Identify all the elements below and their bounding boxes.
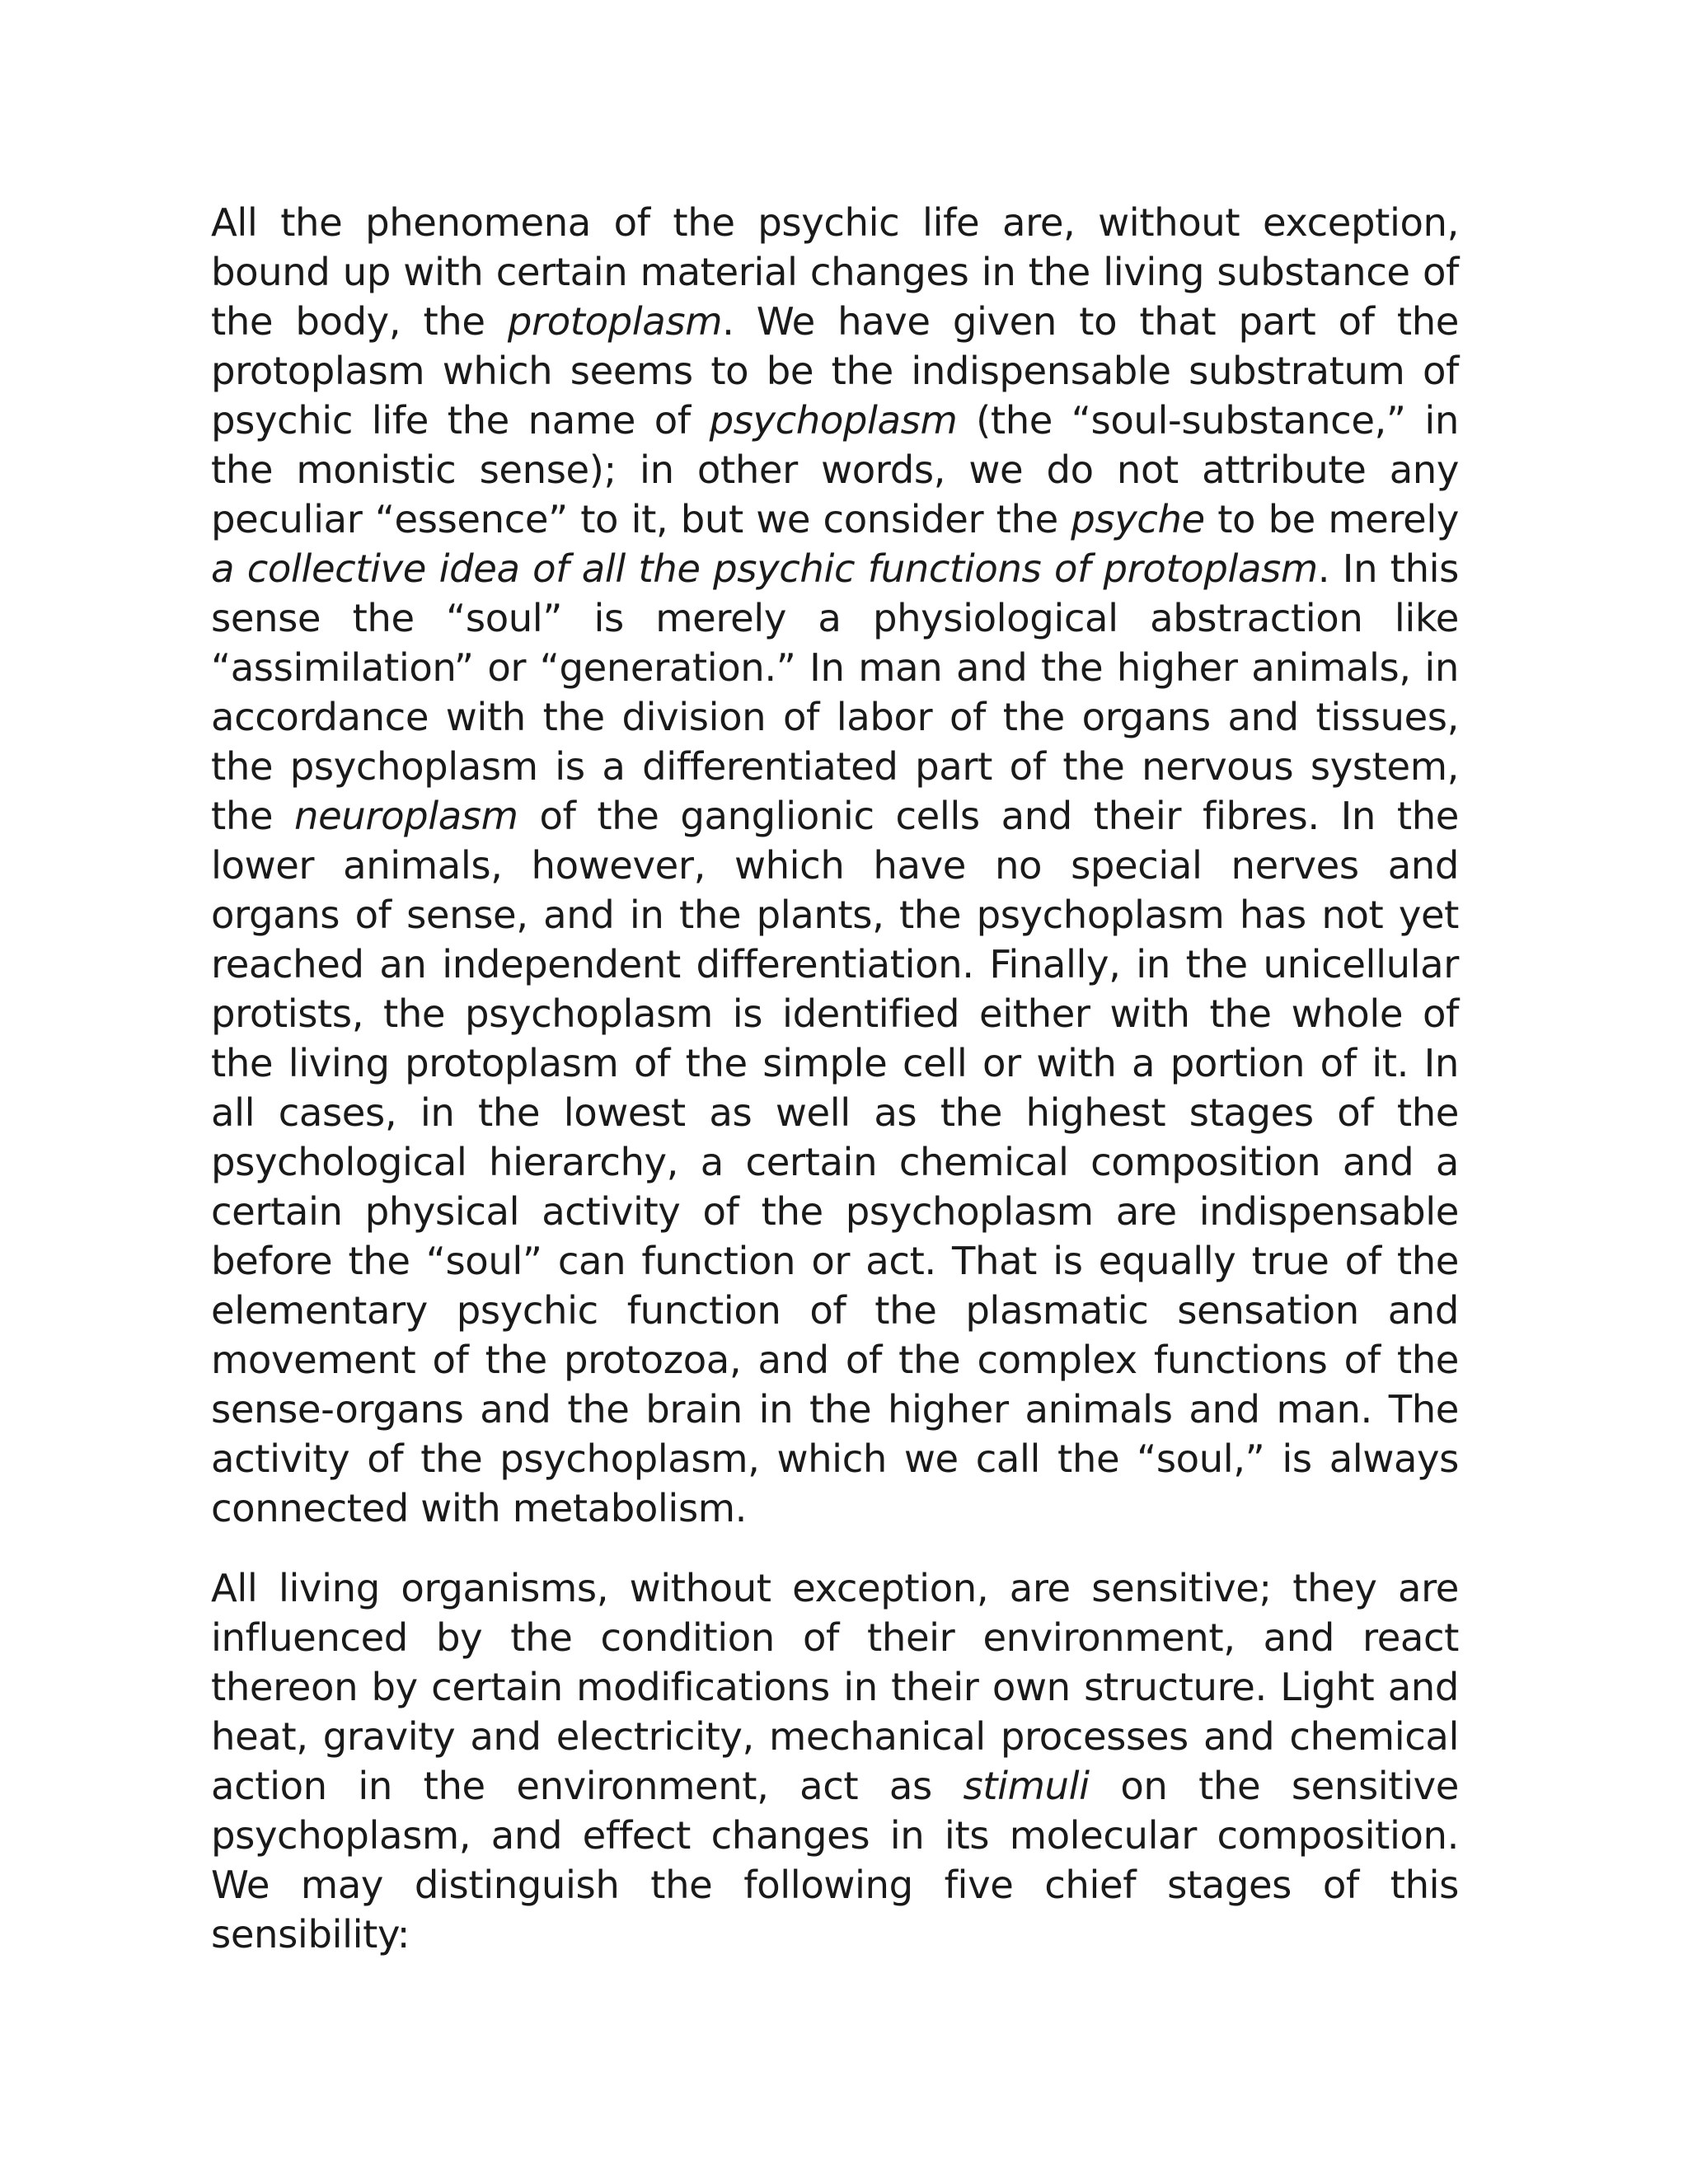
text-segment: of the ganglionic cells and their fibres. In the lower animals, however, which have no special nerves and organs of sense, and in the plants, the psychoplasm has not yet reached an independent differentiation. Finally, in the unicellular protists, the psychoplasm is identified either with the whole of the living protoplasm of the simple cell or with a portion of it. In all cases, in the lowest as well as the highest stages of the psychological hierarchy, a certain chemical composition and a certain physical activity of the psychoplasm are indispensable before the “soul” can function or act. That is equally true of the elementary psychic function of the plasmatic sensation and movement of the protozoa, and of the complex functions of the sense-organs and the brain in the higher animals and man. The activity of the psychoplasm, which we call the “soul,” is always connected with metabolism. — [211, 794, 1459, 1530]
text-segment: All the phenomena of the psychic life are, without exception, bound up with certain material changes in the living substance of the body, the — [211, 200, 1459, 344]
document-page — [211, 198, 1459, 1959]
text-segment: to be merely — [1204, 497, 1459, 541]
text-segment: on the sensitive psychoplasm, and effect changes in its molecular composition. We may distinguish the following five chief stages of this sensibility: — [211, 1764, 1459, 1957]
italic-term-psyche: psyche — [1071, 497, 1205, 541]
text-segment: (the “soul-substance,” in the monistic sense); in other words, we do not attribute any peculiar “essence” to it, but we consider the — [211, 398, 1460, 541]
italic-term-psychoplasm: psychoplasm — [709, 398, 958, 443]
text-segment: All living organisms, without exception, are sensitive; they are influenced by the condition of their environment, and react thereon by certain modifications in their own structure. Light and heat, gravity and electricity, mechanical processes and chemical action in the environment, act as — [211, 1566, 1459, 1808]
text-segment: . We have given to that part of the protoplasm which seems to be the indispensable substratum of psychic life the name of — [211, 299, 1459, 443]
paragraph-2 — [211, 1563, 1459, 1959]
paragraph-1 — [211, 198, 1459, 1533]
italic-term-neuroplasm: neuroplasm — [294, 794, 518, 838]
italic-term-protoplasm: protoplasm — [507, 299, 723, 344]
italic-term-stimuli: stimuli — [963, 1764, 1090, 1808]
text-segment: . In this sense the “soul” is merely a physiological abstraction like “assimilation” or “generation.” In man and the higher animals, in accordance with the division of labor of the organs and tissues, the psychoplasm is a differentiated part of the nervous system, the — [211, 546, 1459, 838]
italic-phrase-collective-idea: a collective idea of all the psychic functions of protoplasm — [211, 546, 1318, 591]
